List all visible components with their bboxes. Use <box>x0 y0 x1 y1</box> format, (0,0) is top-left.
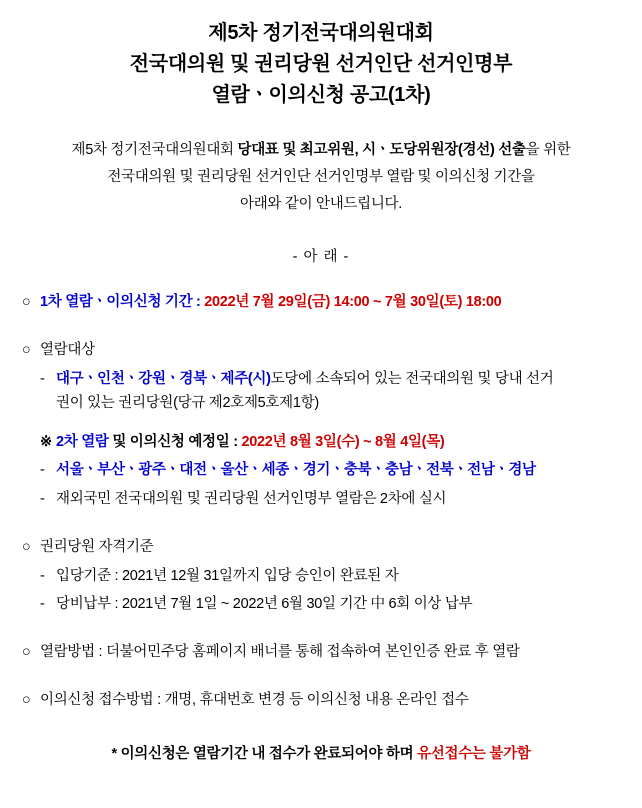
intro-line-1-c: 을 위한 <box>525 142 571 158</box>
bullet-icon: ○ <box>22 342 31 359</box>
target-item-1-cont: 권이 있는 권리당원(당규 제2호제5호제1항) <box>56 394 319 411</box>
center-marker: - 아 래 - <box>292 249 350 266</box>
note-icon: ※ <box>40 433 52 450</box>
dash-icon: - <box>40 370 45 387</box>
eligibility-item-2 <box>40 594 620 616</box>
title-line-3: 열람ㆍ이의신청 공고(1차) <box>211 84 431 106</box>
target-item-2-label-b: 및 이의신청 예정일 : <box>108 433 242 450</box>
section-method <box>22 642 620 664</box>
bullet-icon: ○ <box>22 691 31 708</box>
section-eligibility-label: 권리당원 자격기준 <box>40 538 154 555</box>
section-target-label: 열람대상 <box>40 342 95 359</box>
dash-icon: - <box>40 567 45 584</box>
intro-paragraph <box>22 137 620 217</box>
target-item-1 <box>40 369 620 391</box>
dash-icon: - <box>40 462 45 479</box>
section-method-text: 열람방법 : 더불어민주당 홈페이지 배너를 통해 접속하여 본인인증 완료 후 열람 <box>40 644 520 661</box>
section-objection <box>22 690 620 712</box>
footnote-text-b: 유선접수는 불가함 <box>417 745 531 762</box>
target-item-1-rest: 도당에 소속되어 있는 전국대의원 및 당내 선거 <box>270 370 554 387</box>
eligibility-item-2-text: 당비납부 : 2021년 7월 1일 ~ 2022년 6월 30일 기간 中 6회 이상 납부 <box>56 596 473 613</box>
title-line-1: 제5차 정기전국대의원대회 <box>208 22 434 44</box>
section-eligibility <box>22 537 620 559</box>
intro-line-2: 전국대의원 및 권리당원 선거인단 선거인명부 열람 및 이의신청 기간을 <box>107 168 535 185</box>
document-title <box>22 18 620 111</box>
eligibility-item-1-text: 입당기준 : 2021년 12월 31일까지 입당 승인이 완료된 자 <box>56 567 399 584</box>
bullet-icon: ○ <box>22 644 31 661</box>
target-item-2-value: 2022년 8월 3일(수) ~ 8월 4일(목) <box>241 433 445 450</box>
section-period <box>22 292 620 314</box>
target-item-4-text: 재외국민 전국대의원 및 권리당원 선거인명부 열람은 2차에 실시 <box>56 491 447 508</box>
intro-line-1-a: 제5차 정기전국대의원대회 <box>71 142 238 158</box>
intro-line-1 <box>22 137 620 164</box>
section-period-label: 1차 열람ㆍ이의신청 기간 : <box>40 294 205 311</box>
target-item-2 <box>40 432 620 454</box>
target-item-3 <box>40 460 620 482</box>
dash-icon: - <box>40 491 45 508</box>
target-item-4 <box>40 489 620 511</box>
bullet-icon: ○ <box>22 538 31 555</box>
intro-line-1-emphasis: 당대표 및 최고위원, 시ㆍ도당위원장(경선) 선출 <box>237 142 526 158</box>
footnote <box>22 742 620 763</box>
document-body <box>22 292 620 711</box>
dash-icon: - <box>40 596 45 613</box>
intro-line-3: 아래와 같이 안내드립니다. <box>240 195 402 212</box>
section-period-value: 2022년 7월 29일(금) 14:00 ~ 7월 30일(토) 18:00 <box>204 294 502 311</box>
section-target-items <box>22 369 620 511</box>
eligibility-item-1 <box>40 566 620 588</box>
target-item-1-regions: 대구ㆍ인천ㆍ강원ㆍ경북ㆍ제주(시) <box>56 370 271 387</box>
bullet-icon: ○ <box>22 294 31 311</box>
title-line-2: 전국대의원 및 권리당원 선거인단 선거인명부 <box>129 53 513 75</box>
section-eligibility-items <box>22 566 620 617</box>
section-objection-text: 이의신청 접수방법 : 개명, 휴대번호 변경 등 이의신청 내용 온라인 접수 <box>40 691 469 708</box>
footnote-text-a: * 이의신청은 열람기간 내 접수가 완료되어야 하며 <box>111 745 418 762</box>
target-item-3-regions: 서울ㆍ부산ㆍ광주ㆍ대전ㆍ울산ㆍ세종ㆍ경기ㆍ충북ㆍ충남ㆍ전북ㆍ전남ㆍ경남 <box>56 462 536 479</box>
target-item-2-label-a: 2차 열람 <box>56 433 109 450</box>
section-target <box>22 340 620 362</box>
